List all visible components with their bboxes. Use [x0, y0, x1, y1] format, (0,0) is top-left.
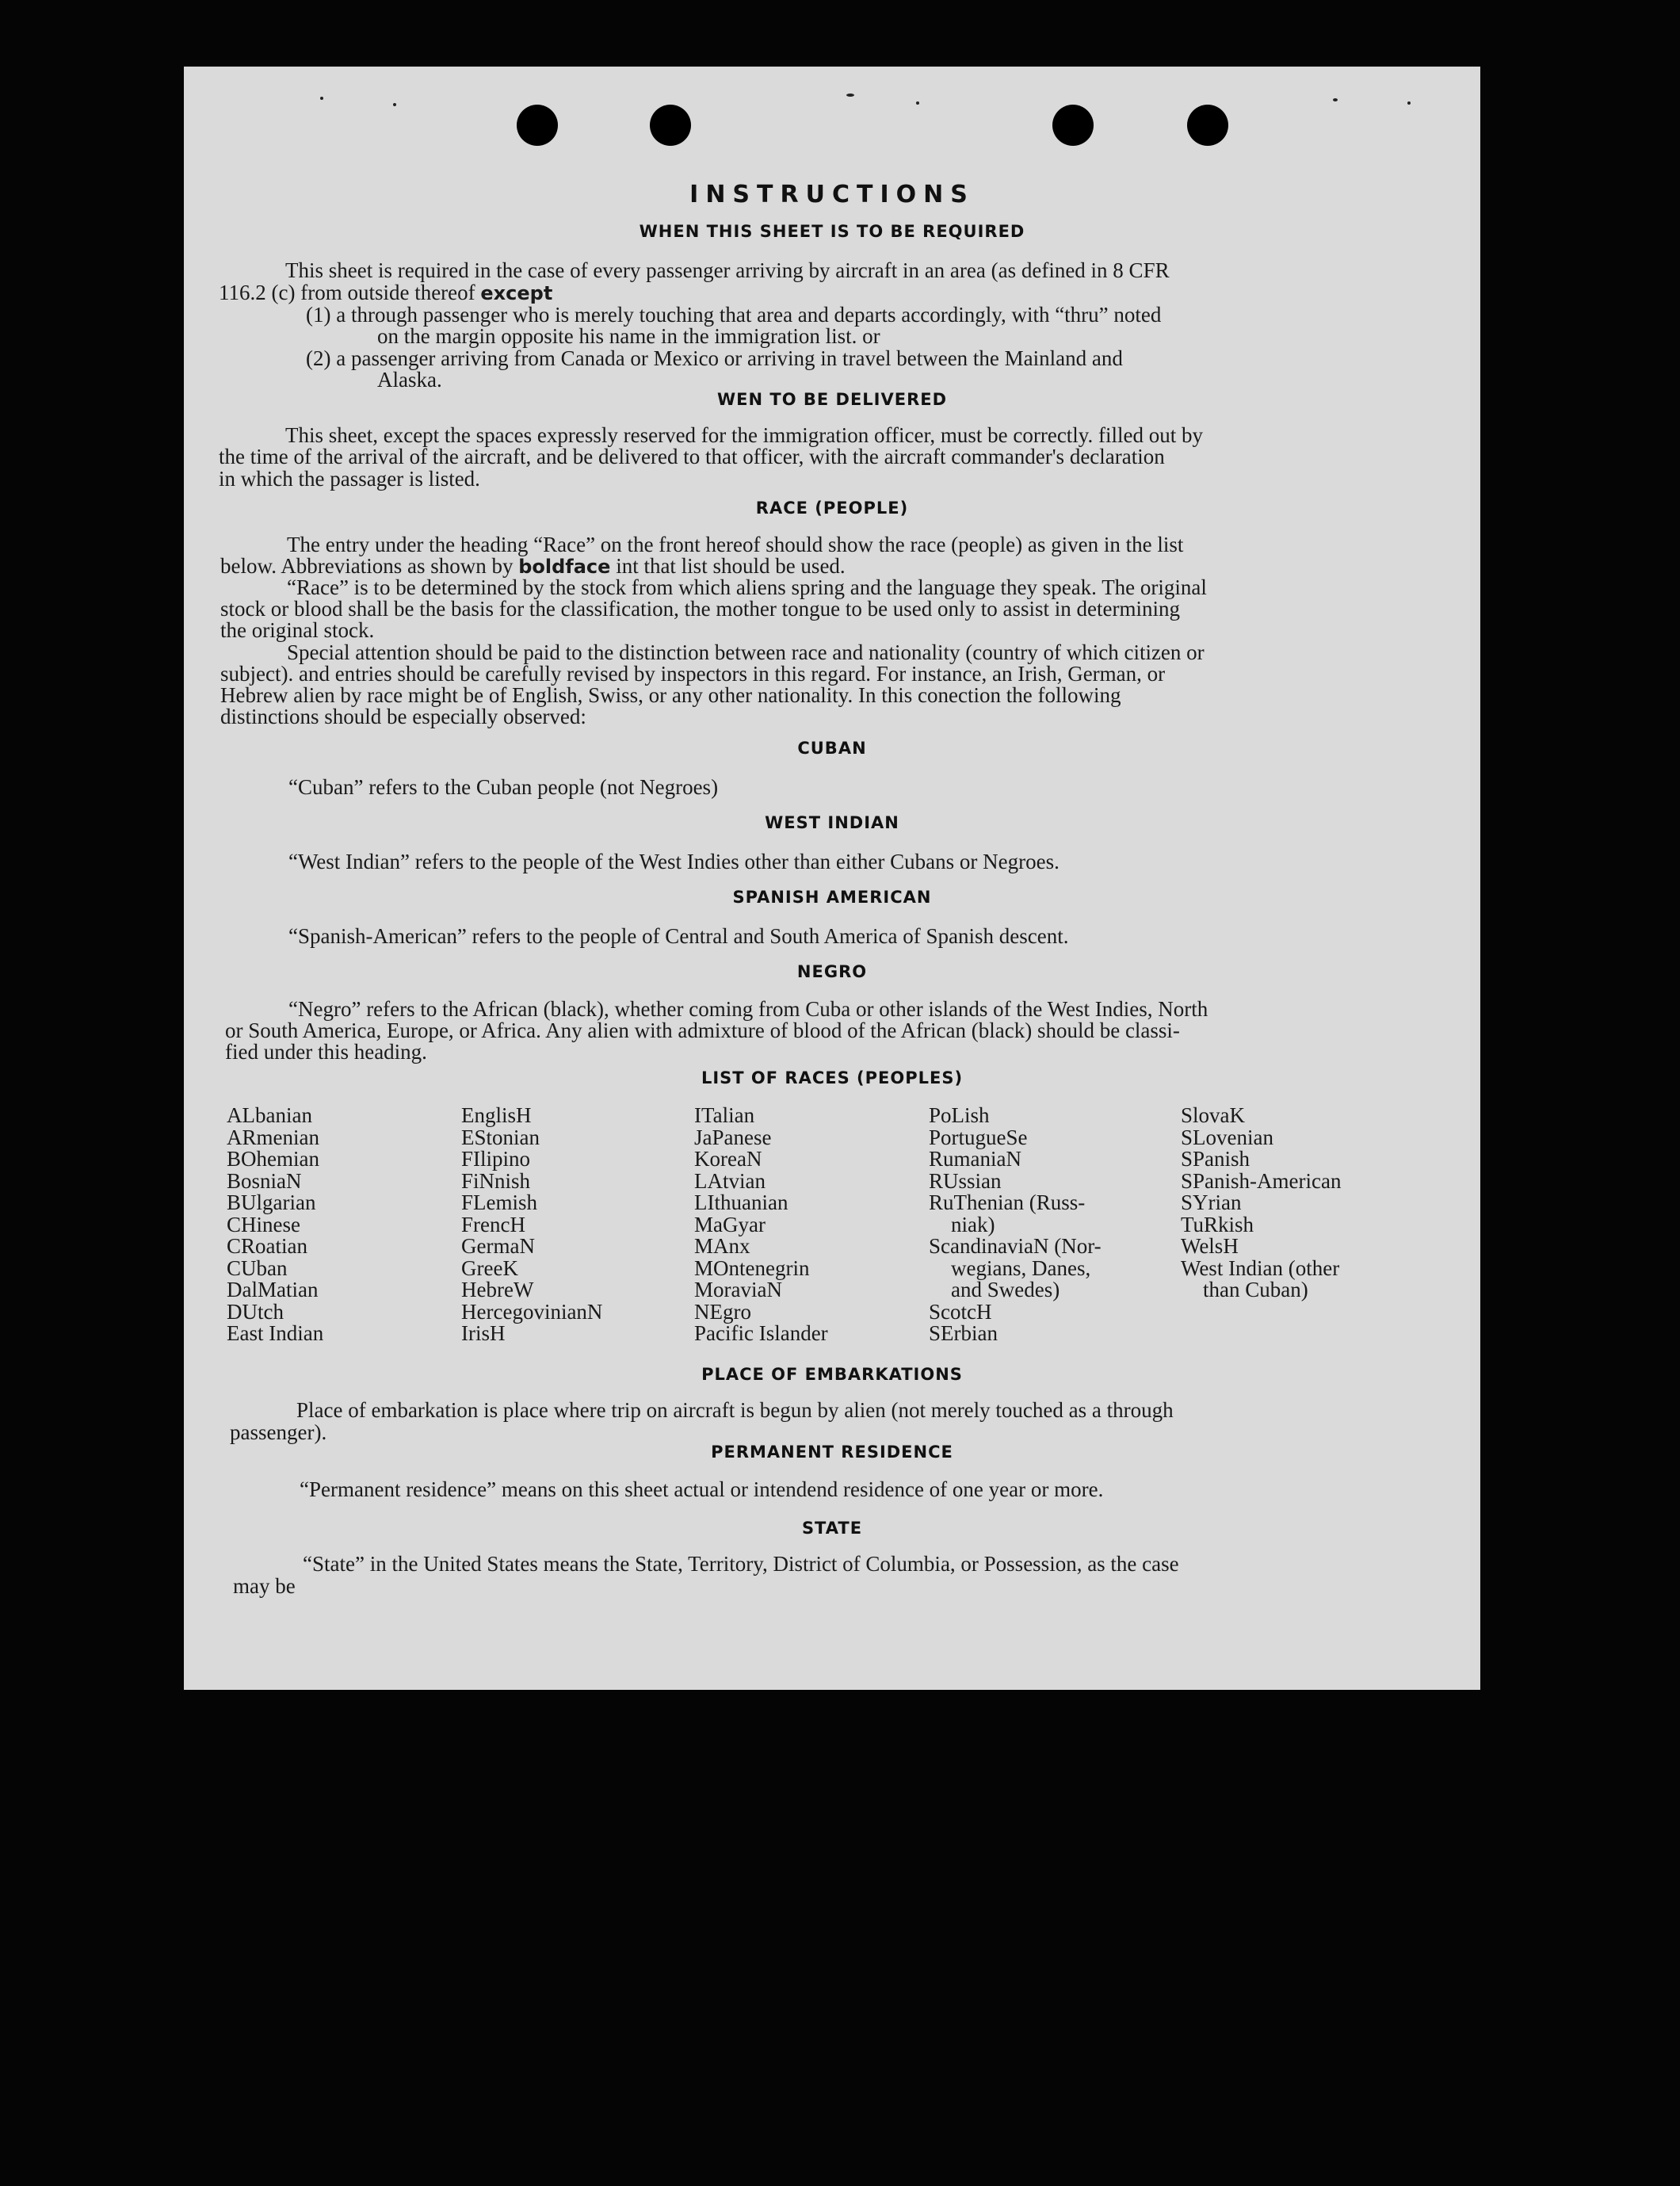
race-entry: ARmenian — [227, 1125, 319, 1149]
paragraph-line: This sheet is required in the case of every passenger arriving by aircraft in an area (as defined in 8 CFR — [285, 258, 1170, 282]
paragraph-line: “Spanish-American” refers to the people of Central and South America of Spanish descent. — [288, 924, 1069, 948]
section-heading-delivered: WEN TO BE DELIVERED — [716, 390, 948, 409]
paragraph-line: Hebrew alien by race might be of English, Swiss, or any other nationality. In this conection the following — [220, 683, 1121, 707]
paragraph-line: Special attention should be paid to the distinction between race and nationality (country of which citizen or — [287, 640, 1205, 664]
paragraph-line: distinctions should be especially observed: — [220, 705, 586, 728]
race-entry: CHinese — [227, 1212, 300, 1236]
paragraph-line: the time of the arrival of the aircraft, and be delivered to that officer, with the aircraft commander's declaration — [219, 445, 1165, 468]
races-column-2 — [461, 1105, 602, 1345]
race-entry: MoraviaN — [694, 1278, 782, 1301]
paragraph-line: “Cuban” refers to the Cuban people (not Negroes) — [288, 775, 719, 799]
race-entry: ITalian — [694, 1103, 755, 1127]
race-entry: LAtvian — [694, 1168, 766, 1193]
race-entry: DUtch — [227, 1299, 284, 1324]
race-entry: BOhemian — [227, 1147, 319, 1171]
race-entry: CRoatian — [227, 1234, 307, 1258]
races-column-1 — [227, 1105, 323, 1345]
punch-hole — [1052, 105, 1094, 146]
race-entry: FiNnish — [461, 1168, 531, 1193]
speck — [916, 101, 919, 105]
race-entry: FIlipino — [461, 1147, 531, 1171]
race-entry: than Cuban) — [1203, 1278, 1308, 1301]
race-entry: LIthuanian — [694, 1190, 788, 1214]
paragraph-line: passenger). — [230, 1420, 327, 1444]
race-entry: SLovenian — [1181, 1125, 1273, 1149]
paragraph-line: “Permanent residence” means on this sheet actual or intendend residence of one year or more. — [300, 1477, 1104, 1501]
paragraph-line: below. Abbreviations as shown by boldface int that list should be used. — [220, 554, 846, 578]
punch-hole — [517, 105, 558, 146]
race-entry: SYrian — [1181, 1190, 1242, 1214]
race-entry: IrisH — [461, 1321, 506, 1345]
race-entry: SPanish-American — [1181, 1168, 1342, 1193]
race-entry: wegians, Danes, — [951, 1255, 1091, 1280]
race-entry: East Indian — [227, 1321, 324, 1345]
race-entry: ScandinaviaN (Nor- — [929, 1234, 1102, 1258]
section-heading-residence: PERMANENT RESIDENCE — [711, 1443, 953, 1462]
page-title: INSTRUCTIONS — [689, 181, 975, 208]
race-entry: NEgro — [694, 1299, 751, 1324]
race-entry: RUssian — [929, 1168, 1002, 1193]
speck — [1407, 101, 1411, 105]
races-column-5 — [1181, 1105, 1341, 1301]
speck — [846, 94, 854, 97]
paragraph-line: The entry under the heading “Race” on the front hereof should show the race (people) as given in the list — [287, 533, 1184, 556]
paragraph-line: in which the passager is listed. — [219, 467, 480, 491]
speck — [320, 97, 323, 100]
race-entry: TuRkish — [1181, 1212, 1254, 1236]
speck — [393, 103, 396, 106]
race-entry: WelsH — [1181, 1234, 1239, 1258]
punch-hole — [650, 105, 691, 146]
race-entry: niak) — [951, 1212, 995, 1236]
race-entry: ScotcH — [929, 1299, 992, 1324]
document-page — [184, 67, 1480, 1690]
race-entry: MAnx — [694, 1234, 750, 1258]
list-item-line: Alaska. — [377, 368, 442, 392]
section-heading-spanish-american: SPANISH AMERICAN — [732, 888, 932, 907]
race-entry: CUban — [227, 1255, 288, 1280]
list-item-line: (2) a passenger arriving from Canada or Mexico or arriving in travel between the Mainland and — [306, 346, 1123, 370]
paragraph-line: Place of embarkation is place where trip on aircraft is begun by alien (not merely touched as a through — [296, 1398, 1174, 1422]
speck — [1333, 98, 1338, 101]
race-entry: West Indian (other — [1181, 1255, 1340, 1280]
races-column-3 — [694, 1105, 828, 1345]
race-entry: EStonian — [461, 1125, 540, 1149]
section-heading-embarkation: PLACE OF EMBARKATIONS — [701, 1365, 963, 1384]
paragraph-line: “Race” is to be determined by the stock from which aliens spring and the language they speak. The original — [287, 575, 1207, 599]
races-column-4 — [929, 1105, 1102, 1345]
paragraph-line: the original stock. — [220, 618, 375, 642]
race-entry: BosniaN — [227, 1168, 302, 1193]
paragraph-line: 116.2 (c) from outside thereof except — [219, 281, 553, 304]
paragraph-line: fied under this heading. — [225, 1040, 427, 1064]
race-entry: ALbanian — [227, 1103, 312, 1127]
race-entry: RuThenian (Russ- — [929, 1190, 1086, 1214]
section-heading-state: STATE — [801, 1519, 863, 1538]
race-entry: JaPanese — [694, 1125, 772, 1149]
paragraph-line: subject). and entries should be carefully revised by inspectors in this regard. For instance, an Irish, German, or — [220, 662, 1166, 686]
paragraph-line: may be — [233, 1574, 296, 1598]
list-item-line: (1) a through passenger who is merely touching that area and departs accordingly, with “thru” noted — [306, 303, 1162, 327]
section-heading-cuban: CUBAN — [797, 739, 867, 758]
race-entry: SPanish — [1181, 1147, 1250, 1171]
race-entry: Pacific Islander — [694, 1321, 828, 1345]
race-entry: EnglisH — [461, 1103, 532, 1127]
race-entry: and Swedes) — [951, 1278, 1060, 1301]
race-entry: MOntenegrin — [694, 1255, 810, 1280]
paragraph-line: “Negro” refers to the African (black), whether coming from Cuba or other islands of the West Indies, North — [288, 997, 1208, 1021]
race-entry: GreeK — [461, 1255, 518, 1280]
race-entry: HebreW — [461, 1278, 534, 1301]
race-entry: HercegovinianN — [461, 1299, 603, 1324]
race-entry: FrencH — [461, 1212, 525, 1236]
section-heading-west-indian: WEST INDIAN — [765, 813, 899, 832]
section-heading-race: RACE (PEOPLE) — [755, 499, 909, 518]
section-heading-required: WHEN THIS SHEET IS TO BE REQUIRED — [639, 222, 1025, 241]
list-item-line: on the margin opposite his name in the immigration list. or — [377, 324, 880, 348]
race-entry: RumaniaN — [929, 1147, 1021, 1171]
race-entry: BUlgarian — [227, 1190, 316, 1214]
race-entry: PoLish — [929, 1103, 990, 1127]
punch-hole — [1187, 105, 1228, 146]
race-entry: KoreaN — [694, 1147, 762, 1171]
section-heading-list-of-races: LIST OF RACES (PEOPLES) — [701, 1068, 964, 1087]
race-entry: DalMatian — [227, 1278, 319, 1301]
paragraph-line: stock or blood shall be the basis for the classification, the mother tongue to be used only to assist in determining — [220, 597, 1181, 621]
paragraph-line: or South America, Europe, or Africa. Any alien with admixture of blood of the African (black) should be classi- — [225, 1018, 1180, 1042]
race-entry: GermaN — [461, 1234, 535, 1258]
section-heading-negro: NEGRO — [796, 962, 868, 981]
paragraph-line: “State” in the United States means the State, Territory, District of Columbia, or Possession, as the case — [303, 1552, 1179, 1576]
race-entry: SlovaK — [1181, 1103, 1245, 1127]
paragraph-line: This sheet, except the spaces expressly reserved for the immigration officer, must be correctly. filled out by — [285, 423, 1204, 447]
race-entry: MaGyar — [694, 1212, 766, 1236]
paragraph-line: “West Indian” refers to the people of the West Indies other than either Cubans or Negroes. — [288, 850, 1060, 873]
race-entry: SErbian — [929, 1321, 998, 1345]
race-entry: FLemish — [461, 1190, 538, 1214]
race-entry: PortugueSe — [929, 1125, 1028, 1149]
